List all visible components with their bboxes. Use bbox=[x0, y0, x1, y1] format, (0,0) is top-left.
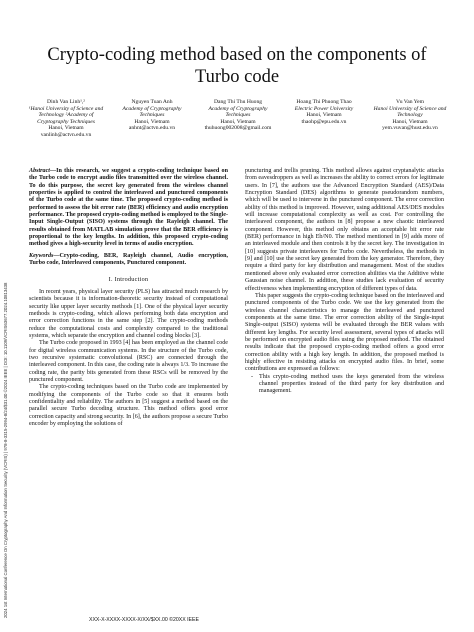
author-1 bbox=[112, 99, 192, 139]
author-block bbox=[26, 99, 450, 139]
author-name: Vu Van Yem bbox=[396, 99, 424, 105]
paragraph: puncturing and trellis pruning. This method allows against cryptanalytic attacks from eavesdroppers as well as increases the ability to correct errors for legitimate users. In [7], the authors use the Advanced Encryption Standard (AES)/Data Encryption Standard (DES) algorithms to generate pseudorandom numbers, which will be used to intervene in the punctured component. The error correction ability of this method is improved. However, using additional AES/DES modules will increase computational complexity as well as cost. For controlling the interleaved component, the authors in [8] propose a new chaotic interleaved component. However, this method only obtains an acceptable bit error rate (BER) performance in high Eb/N0. The method mentioned in [9] adds more of an interleaved module and then controls it by the secret key. The investigation in [10] suggests private interleavers for Turbo code. Nevertheless, the methods in [9] and [10] use the secret key generated from the key generator. Therefore, they require a third party for key distribution and management. Most of the studies mentioned above only evaluated error correction abilities via the Additive white Gaussian noise channel. In addition, these studies lack evaluation of security effectiveness when implementing encryption of different types of data. bbox=[245, 168, 444, 292]
author-affiliation: Academy of Cryptography Techniques bbox=[208, 105, 268, 119]
author-email: yem.vuvan@hust.edu.vn bbox=[382, 125, 438, 132]
keywords bbox=[29, 253, 228, 268]
section-heading: I. Introduction bbox=[108, 277, 149, 284]
author-0 bbox=[26, 99, 106, 139]
author-location: Hanoi, Vietnam bbox=[392, 118, 428, 125]
left-column bbox=[29, 168, 228, 428]
author-3 bbox=[284, 99, 364, 139]
author-name: Dang Thi Thu Huong bbox=[213, 99, 263, 105]
abstract bbox=[29, 168, 228, 249]
paragraph: The crypto-coding techniques based on the Turbo code are implemented by modifying the components of the Turbo code so that it ensures both confidentiality and reliability. The authors in [5] suggest a method based on the parallel secure Turbo decoding structure. This method offers good error correction capacity and strong security. In [6], the authors propose a secure Turbo encoder by employing the solutions of bbox=[29, 384, 228, 427]
author-email: thuhuong002008@gmail.com bbox=[204, 125, 272, 132]
keywords-text: —Crypto-coding, BER, Rayleigh channel, Audio encryption, Turbo code, Interleaved components, Punctured component. bbox=[29, 252, 228, 267]
paper-title: Crypto-coding method based on the components of Turbo code bbox=[47, 45, 427, 87]
abstract-label: Abstract bbox=[29, 168, 50, 174]
footer-copyright: XXX-X-XXXX-XXXX-X/XX/$XX.00 ©20XX IEEE bbox=[89, 617, 199, 623]
author-2 bbox=[198, 99, 278, 139]
paragraph: In recent years, physical layer security (PLS) has attracted much research by scientists because it is information-theoretic security instead of computational security like upper layer security methods [1]. One of the physical layer security methods is crypto-coding, which allows performing both data encryption and error correction functions in the same step [2]. The crypto-coding methods reduce the computational costs and complexity compared to the traditional systems, which separate the encryption and channel coding blocks [3]. bbox=[29, 288, 228, 339]
list-item: - This crypto-coding method uses the keys generated from the wireless channel properties instead of the third party for key distribution and management. bbox=[259, 374, 444, 396]
author-location: Hanoi, Vietnam bbox=[306, 112, 342, 119]
author-affiliation: Electric Power University bbox=[294, 105, 354, 112]
paragraph: The Turbo code proposed in 1993 [4] has been employed as the channel code for digital wireless communication systems. In the structure of the Turbo code, two recursive systematic convolutional (RSC) are connected through the interleaved component. In this case, the coding rate is always 1/3. To increase the coding rate, the parity bits generated from these RSCs will be removed by the punctured component. bbox=[29, 340, 228, 383]
side-citation bbox=[3, 18, 12, 618]
author-4 bbox=[370, 99, 450, 139]
author-email: thaohp@epu.edu.vn bbox=[301, 118, 347, 125]
author-name: Dinh Van Linh¹,² bbox=[47, 99, 85, 105]
abstract-text: —In this research, we suggest a crypto-coding technique based on the Turbo code to encrypt audio files transmitted over the wireless channel. To do this purpose, the secret key generated from the wireless channel properties is applied to control the interleaved and punctured components of the Turbo code at the same time. The proposed crypto-coding method is performed to assess the bit error rate (BER) efficiency and audio encryption performance. The proposed crypto-coding method is employed to the Single-Input Single-Output (SISO) systems through the Rayleigh channel. The results obtained from MATLAB simulation prove that the BER efficiency is proportional to the key lengths. In addition, this proposed crypto-coding method gives a high-security level in terms of audio encryption. bbox=[29, 168, 228, 248]
author-location: Hanoi, Vietnam bbox=[220, 118, 256, 125]
side-citation-text: 2024 1st International Conference On Cryptography And Information Security (VCRIS) | 978-8-3315-2994-8/24/$31.00 ©2024 IEEE | DOI: 10.1109/VCRIS63677.2024.10813438 bbox=[3, 282, 8, 618]
author-location: Hanoi, Vietnam bbox=[134, 118, 170, 125]
author-affiliation: ¹Hanoi University of Science and Technology ²Academy of Cryptography Techniques bbox=[28, 105, 104, 125]
keywords-label: Keywords bbox=[29, 252, 54, 259]
author-affiliation: Hanoi University of Science and Technology bbox=[373, 105, 447, 119]
contribution-list bbox=[245, 374, 444, 396]
author-email: anhnt@actvn.edu.vn bbox=[128, 125, 176, 132]
right-column bbox=[245, 168, 444, 396]
author-name: Hoang Thi Phuong Thao bbox=[296, 99, 352, 105]
author-email: vanlinh@actvn.edu.vn bbox=[40, 131, 92, 138]
author-location: Hanoi, Vietnam bbox=[48, 125, 84, 132]
author-affiliation: Academy of Cryptography Techniques bbox=[122, 105, 182, 119]
author-name: Nguyen Tuan Anh bbox=[131, 99, 173, 105]
paragraph: This paper suggests the crypto-coding technique based on the interleaved and punctured components of the Turbo code. We use the key generated from the wireless channel characteristics to manage the interleaved and punctured components at the same time. The error correction ability of the Single-input Single-output (SISO) systems will be evaluated through the BER values with different key lengths. For security level assessment, several types of attacks will be performed on encrypted audio files using the proposed method. The obtained results indicate that the proposed crypto-coding method offers a good error correction ability with a high key length. In addition, the proposed method is highly effective in resisting attacks on encrypted audio files. In brief, some contributions are expressed as follows: bbox=[245, 292, 444, 373]
